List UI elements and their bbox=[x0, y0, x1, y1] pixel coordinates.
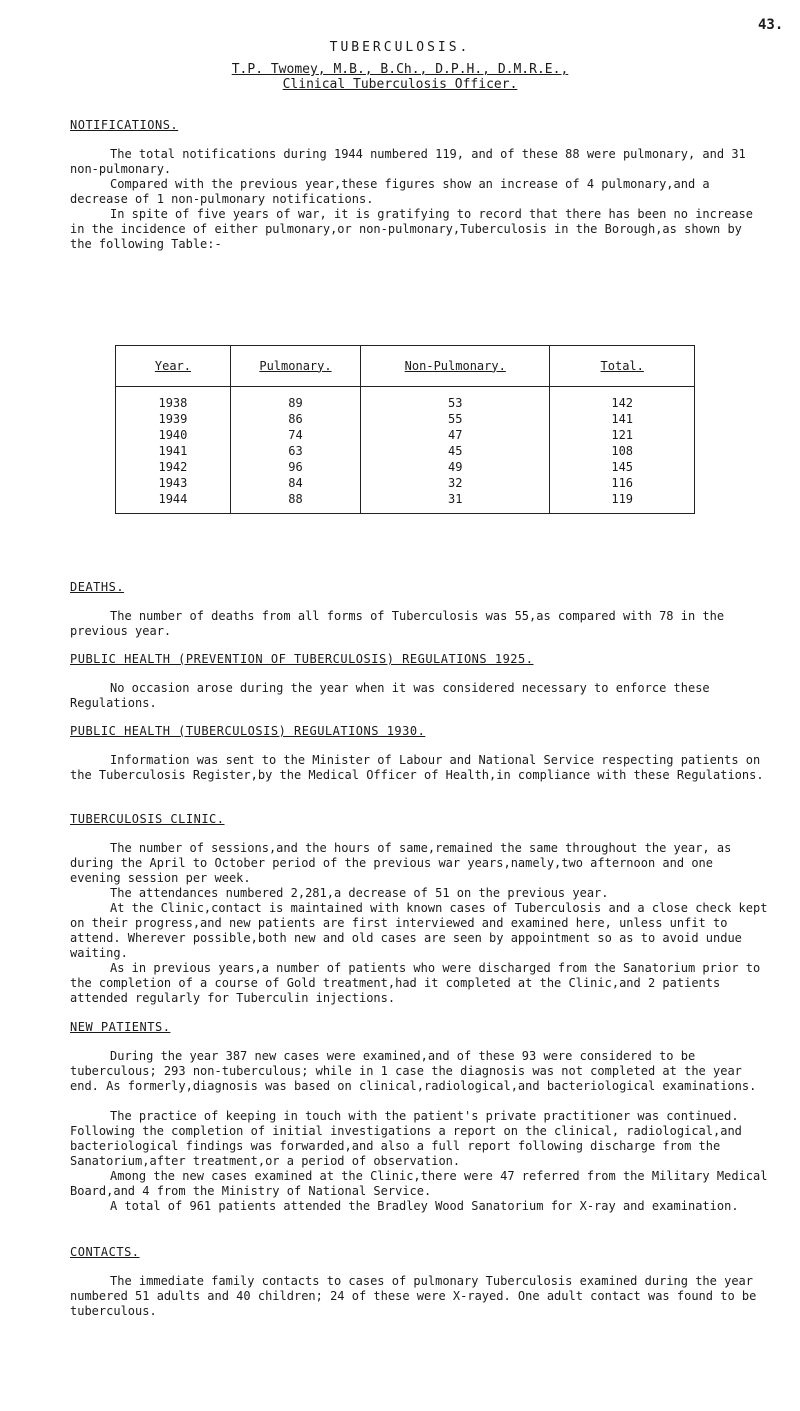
table-row bbox=[116, 387, 695, 412]
table-cell: 1939 bbox=[116, 411, 231, 427]
table-header-year: Year. bbox=[116, 346, 231, 387]
table-cell: 1938 bbox=[116, 387, 231, 412]
page-number: 43. bbox=[758, 17, 784, 33]
table-row bbox=[116, 411, 695, 427]
clinic-paragraph-4: As in previous years,a number of patients who were discharged from the Sanatorium prior to the completion of a course of Gold treatment,had it completed at the Clinic,and 2 patients attended regularly for Tuberculin injections. bbox=[70, 961, 761, 1005]
regulations-1925-paragraph: No occasion arose during the year when it was considered necessary to enforce these Regulations. bbox=[70, 681, 710, 710]
table-cell: 74 bbox=[230, 427, 360, 443]
notifications-paragraph-2: Compared with the previous year,these figures show an increase of 4 pulmonary,and a decrease of 1 non-pulmonary notifications. bbox=[70, 177, 710, 206]
regulations-1925-heading: PUBLIC HEALTH (PREVENTION OF TUBERCULOSIS) REGULATIONS 1925. bbox=[70, 652, 534, 666]
clinic-paragraph-3: At the Clinic,contact is maintained with known cases of Tuberculosis and a close check kept on their progress,and new patients are first interviewed and examined here, unless unfit to attend. Wherever possible,both new and old cases are seen by appointment so as to avoid undue waiting. bbox=[70, 901, 768, 960]
table-row bbox=[116, 443, 695, 459]
new-patients-heading: NEW PATIENTS. bbox=[70, 1020, 171, 1034]
clinic-heading: TUBERCULOSIS CLINIC. bbox=[70, 812, 225, 826]
table-cell: 108 bbox=[550, 443, 695, 459]
table-cell: 45 bbox=[361, 443, 550, 459]
table-cell: 31 bbox=[361, 491, 550, 514]
table-header-total: Total. bbox=[550, 346, 695, 387]
table-cell: 141 bbox=[550, 411, 695, 427]
table-cell: 145 bbox=[550, 459, 695, 475]
table-cell: 1942 bbox=[116, 459, 231, 475]
table-cell: 63 bbox=[230, 443, 360, 459]
page-title: TUBERCULOSIS. bbox=[329, 40, 471, 55]
table-cell: 88 bbox=[230, 491, 360, 514]
table-cell: 89 bbox=[230, 387, 360, 412]
table-header-non-pulmonary: Non-Pulmonary. bbox=[361, 346, 550, 387]
notifications-heading: NOTIFICATIONS. bbox=[70, 118, 179, 132]
clinic-paragraph-1: The number of sessions,and the hours of same,remained the same throughout the year, as during the April to October period of the previous war years,namely,two afternoon and one evening session per week. bbox=[70, 841, 732, 885]
author-line: T.P. Twomey, M.B., B.Ch., D.P.H., D.M.R.E., bbox=[231, 62, 569, 77]
regulations-1930-paragraph: Information was sent to the Minister of Labour and National Service respecting patients on the Tuberculosis Register,by the Medical Officer of Health,in compliance with these Regulations. bbox=[70, 753, 764, 782]
contacts-heading: CONTACTS. bbox=[70, 1245, 140, 1259]
notifications-paragraph-1: The total notifications during 1944 numbered 119, and of these 88 were pulmonary, and 31 non-pulmonary. bbox=[70, 147, 746, 176]
table-cell: 96 bbox=[230, 459, 360, 475]
new-patients-paragraph-4: A total of 961 patients attended the Bradley Wood Sanatorium for X-ray and examination. bbox=[110, 1199, 739, 1213]
clinic-paragraph-2: The attendances numbered 2,281,a decrease of 51 on the previous year. bbox=[110, 886, 609, 900]
table-header-row bbox=[116, 346, 695, 387]
table-cell: 53 bbox=[361, 387, 550, 412]
notifications-table bbox=[115, 345, 695, 514]
new-patients-paragraph-3: Among the new cases examined at the Clinic,there were 47 referred from the Military Medical Board,and 4 from the Ministry of National Service. bbox=[70, 1169, 768, 1198]
deaths-heading: DEATHS. bbox=[70, 580, 125, 594]
table-cell: 84 bbox=[230, 475, 360, 491]
table-cell: 121 bbox=[550, 427, 695, 443]
table-cell: 142 bbox=[550, 387, 695, 412]
table-cell: 47 bbox=[361, 427, 550, 443]
table-cell: 86 bbox=[230, 411, 360, 427]
table-header-pulmonary: Pulmonary. bbox=[230, 346, 360, 387]
new-patients-paragraph-1: During the year 387 new cases were examined,and of these 93 were considered to be tuberculous; 293 non-tuberculous; while in 1 case the diagnosis was not completed at the year end. As formerly,diagnosis was based on clinical,radiological,and bacteriological examinations. bbox=[70, 1049, 757, 1093]
table-cell: 49 bbox=[361, 459, 550, 475]
notifications-paragraph-3: In spite of five years of war, it is gratifying to record that there has been no increase in the incidence of either pulmonary,or non-pulmonary,Tuberculosis in the Borough,as shown by the following Table:- bbox=[70, 207, 753, 251]
table-cell: 32 bbox=[361, 475, 550, 491]
contacts-paragraph: The immediate family contacts to cases of pulmonary Tuberculosis examined during the year numbered 51 adults and 40 children; 24 of these were X-rayed. One adult contact was found to be tuberculous. bbox=[70, 1274, 757, 1318]
table-row bbox=[116, 491, 695, 514]
table-row bbox=[116, 475, 695, 491]
table-cell: 119 bbox=[550, 491, 695, 514]
table-cell: 1943 bbox=[116, 475, 231, 491]
table-cell: 55 bbox=[361, 411, 550, 427]
deaths-paragraph: The number of deaths from all forms of Tuberculosis was 55,as compared with 78 in the previous year. bbox=[70, 609, 725, 638]
table-row bbox=[116, 459, 695, 475]
table-row bbox=[116, 427, 695, 443]
author-role: Clinical Tuberculosis Officer. bbox=[282, 77, 518, 92]
table-cell: 1941 bbox=[116, 443, 231, 459]
new-patients-paragraph-2: The practice of keeping in touch with the patient's private practitioner was continued. Following the completion of initial investigations a report on the clinical, radiological,and bacteriological findings was forwarded,and also a full report following discharge from the Sanatorium,after treatment,or a period of observation. bbox=[70, 1109, 742, 1168]
regulations-1930-heading: PUBLIC HEALTH (TUBERCULOSIS) REGULATIONS 1930. bbox=[70, 724, 426, 738]
table-cell: 1944 bbox=[116, 491, 231, 514]
table-cell: 116 bbox=[550, 475, 695, 491]
table-cell: 1940 bbox=[116, 427, 231, 443]
